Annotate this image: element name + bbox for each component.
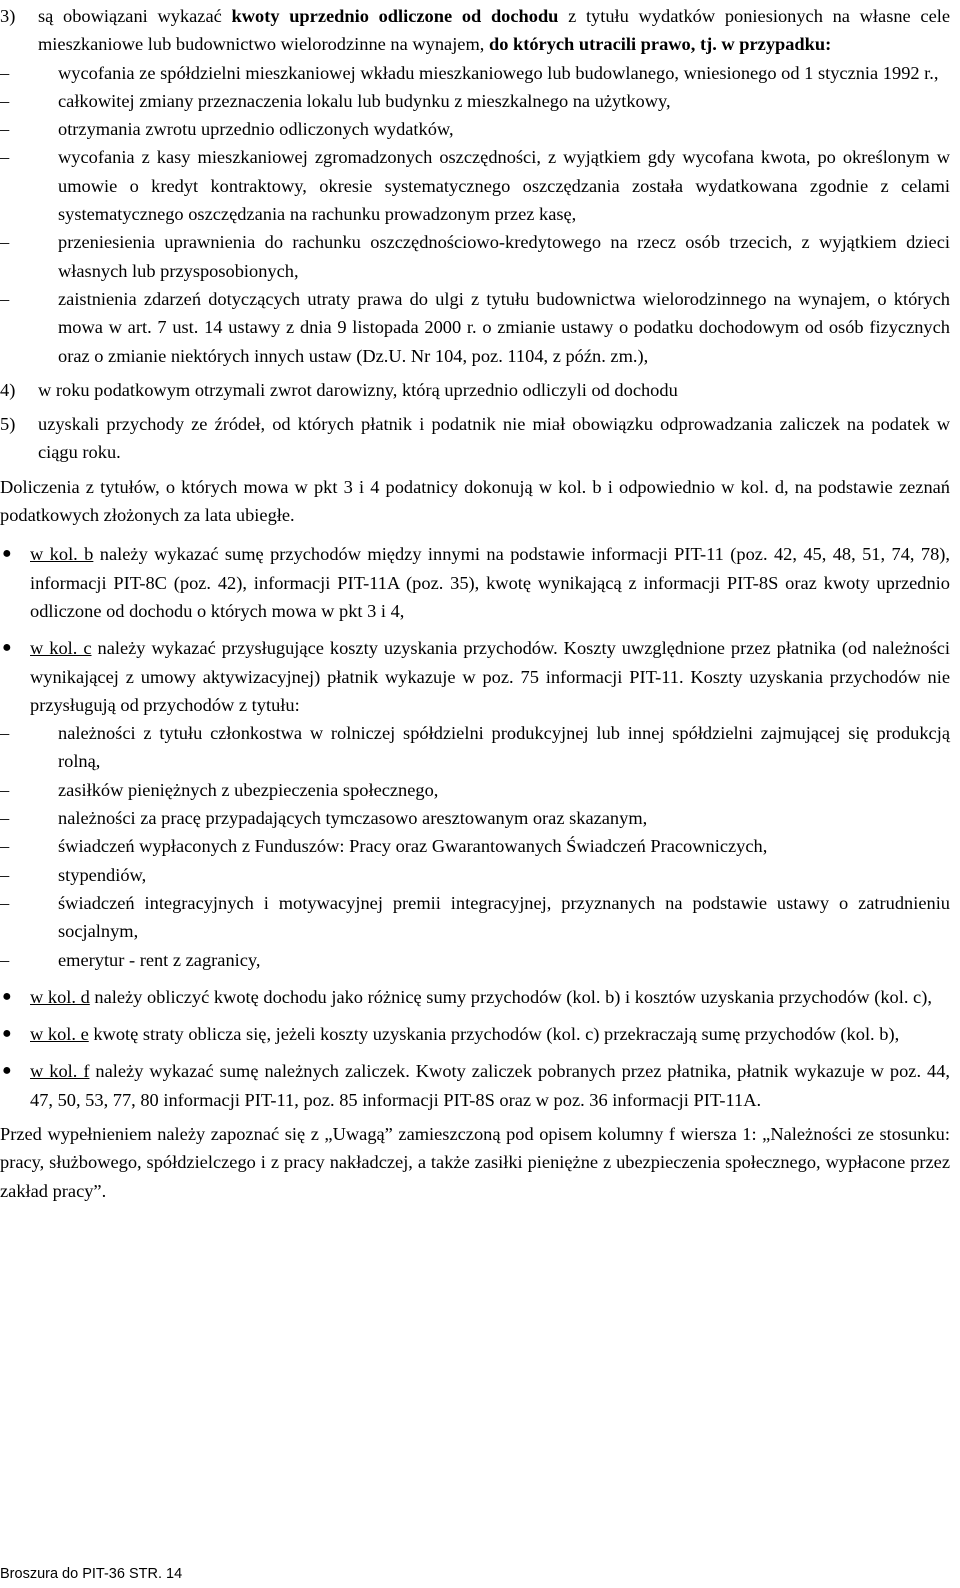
bullet-kol-d: [0, 983, 950, 1011]
dash-mark: –: [0, 892, 10, 913]
bullet-text: należy wykazać sumę należnych zaliczek. Kwoty zaliczek pobranych przez płatnika, płatnik wykazuje w poz. 44, 47, 50, 53, 77, 80 informacji PIT-11, poz. 85 informacji PIT-8S oraz w poz. 36 informacji PIT-11A.: [30, 1061, 951, 1110]
dash-mark: –: [0, 147, 10, 168]
dash-mark: –: [0, 836, 10, 857]
bullet-heading: w kol. e: [30, 1024, 89, 1045]
dash-mark: –: [0, 288, 10, 309]
item-text: w roku podatkowym otrzymali zwrot darowizny, którą uprzednio odliczyli od dochodu: [38, 379, 678, 400]
item-text: uzyskali przychody ze źródeł, od których płatnik i podatnik nie miał obowiązku odprowadzania zaliczek na podatek w ciągu roku.: [38, 414, 950, 463]
dash-text: wycofania ze spółdzielni mieszkaniowej wkładu mieszkaniowego lub budowlanego, wniesionego od 1 stycznia 1992 r.,: [58, 62, 939, 83]
bullet-heading: w kol. d: [30, 986, 90, 1007]
dash-mark: –: [0, 232, 10, 253]
paragraph-przed: Przed wypełnieniem należy zapoznać się z „Uwagą” zamieszczoną pod opisem kolumny f wiersza 1: „Należności ze stosunku: pracy, służbowego, spółdzielczego i z pracy nakładczej, a także zasiłki pieniężne z ubezpieczenia społecznego, wypłacone przez zakład pracy”.: [0, 1123, 950, 1201]
document-page: [0, 2, 950, 1205]
list-number: 5): [0, 414, 16, 435]
bullet-text: kwotę straty oblicza się, jeżeli koszty uzyskania przychodów (kol. c) przekraczają sumę przychodów (kol. b),: [88, 1024, 900, 1045]
list-item-5: [0, 410, 950, 467]
dash-text: należności za pracę przypadających tymczasowo aresztowanym oraz skazanym,: [58, 808, 648, 829]
dash-item: [0, 804, 950, 832]
dash-mark: –: [0, 808, 10, 829]
dash-item: [0, 115, 950, 143]
dash-text: zasiłków pieniężnych z ubezpieczenia społecznego,: [58, 779, 439, 800]
bullet-kol-e: [0, 1020, 950, 1048]
dash-text: stypendiów,: [58, 864, 147, 885]
bullet-icon: ●: [2, 1025, 12, 1043]
list-item-3: [0, 2, 950, 59]
dash-item: [0, 832, 950, 860]
dash-text: zaistnienia zdarzeń dotyczących utraty prawa do ulgi z tytułu budownictwa wielorodzinnego na wynajem, o których mowa w art. 7 ust. 14 ustawy z dnia 9 listopada 2000 r. o zmianie ustawy o podatku dochodowym od osób fizycznych oraz o zmianie niektórych innych ustaw (Dz.U. Nr 104, poz. 1104, z późn. zm.),: [58, 288, 950, 366]
dash-item: [0, 143, 950, 228]
dash-item: [0, 285, 950, 370]
item-text: z tytułu wydatków poniesionych na własne cele mieszkaniowe lub budownictwo wielorodzinne na wynajem,: [38, 6, 950, 55]
page-footer: Broszura do PIT-36 STR. 14: [0, 1566, 183, 1582]
dash-text: należności z tytułu członkostwa w rolniczej spółdzielni produkcyjnej lub innej spółdzielni zajmującej się produkcją rolną,: [58, 723, 950, 772]
dash-item: [0, 228, 950, 285]
dash-mark: –: [0, 119, 10, 140]
bullet-text: należy wykazać sumę przychodów między innymi na podstawie informacji PIT-11 (poz. 42, 45, 48, 51, 74, 78), informacji PIT-8C (poz. 42), informacji PIT-11A (poz. 35), kwotę wynikającą z informacji PIT-8S oraz kwoty uprzednio odliczone od dochodu o których mowa w pkt 3 i 4,: [30, 544, 950, 621]
bullet-kol-c: [0, 634, 950, 719]
dash-text: otrzymania zwrotu uprzednio odliczonych wydatków,: [58, 119, 454, 140]
bold-text: do których utracili prawo, tj. w przypadku:: [488, 34, 832, 55]
dash-mark: –: [0, 779, 10, 800]
dash-mark: –: [0, 723, 10, 744]
bullet-kol-f: [0, 1057, 950, 1114]
dash-item: [0, 889, 950, 946]
bullet-kol-b: [0, 540, 950, 625]
dash-mark: –: [0, 949, 10, 970]
dash-text: wycofania z kasy mieszkaniowej zgromadzonych oszczędności, z wyjątkiem gdy wycofana kwota, po określonym w umowie o kredyt kontraktowy, okresie systematycznego oszczędzania została wydatkowana zgodnie z celami systematycznego oszczędzania na rachunku prowadzonym przez kasę,: [58, 147, 950, 225]
bullet-heading: w kol. b: [30, 544, 94, 565]
dash-item: [0, 87, 950, 115]
bullet-heading: w kol. f: [30, 1061, 90, 1082]
dash-item: [0, 59, 950, 87]
dash-text: świadczeń wypłaconych z Funduszów: Pracy oraz Gwarantowanych Świadczeń Pracowniczych,: [58, 836, 768, 857]
dash-mark: –: [0, 62, 10, 83]
dash-text: świadczeń integracyjnych i motywacyjnej premii integracyjnej, przyznanych na podstawie ustawy o zatrudnieniu socjalnym,: [58, 892, 950, 942]
dash-item: [0, 719, 950, 776]
dash-text: całkowitej zmiany przeznaczenia lokalu lub budynku z mieszkalnego na użytkowy,: [58, 90, 671, 111]
list-item-4: [0, 376, 950, 404]
bullet-text: należy obliczyć kwotę dochodu jako różnicę sumy przychodów (kol. b) i kosztów uzyskania przychodów (kol. c),: [89, 986, 932, 1007]
bullet-text: należy wykazać przysługujące koszty uzyskania przychodów. Koszty uwzględnione przez płatnika (od należności wynikającej z umowy aktywizacyjnej) płatnik wykazuje w poz. 75 informacji PIT-11. Koszty uzyskania przychodów nie przysługują od przychodów z tytułu:: [30, 638, 950, 715]
dash-mark: –: [0, 90, 10, 111]
bullet-heading: w kol. c: [30, 638, 92, 659]
bullet-icon: ●: [2, 545, 12, 563]
bullet-icon: ●: [2, 639, 12, 657]
bullet-icon: ●: [2, 1062, 12, 1080]
bold-text: kwoty uprzednio odliczone od dochodu: [231, 6, 559, 26]
dash-text: przeniesienia uprawnienia do rachunku oszczędnościowo-kredytowego na rzecz osób trzecich, z wyjątkiem dzieci własnych lub przysposobionych,: [58, 232, 950, 281]
list-number: 3): [0, 6, 16, 26]
list-number: 4): [0, 379, 16, 400]
dash-item: [0, 861, 950, 889]
paragraph-doliczenia: Doliczenia z tytułów, o których mowa w pkt 3 i 4 podatnicy dokonują w kol. b i odpowiednio w kol. d, na podstawie zeznań podatkowych złożonych za lata ubiegłe.: [0, 476, 950, 526]
dash-mark: –: [0, 864, 10, 885]
item-text: są obowiązani wykazać: [38, 6, 232, 26]
dash-item: [0, 776, 950, 804]
dash-item: [0, 946, 950, 974]
bullet-icon: ●: [2, 987, 12, 1005]
dash-text: emerytur - rent z zagranicy,: [58, 949, 261, 970]
